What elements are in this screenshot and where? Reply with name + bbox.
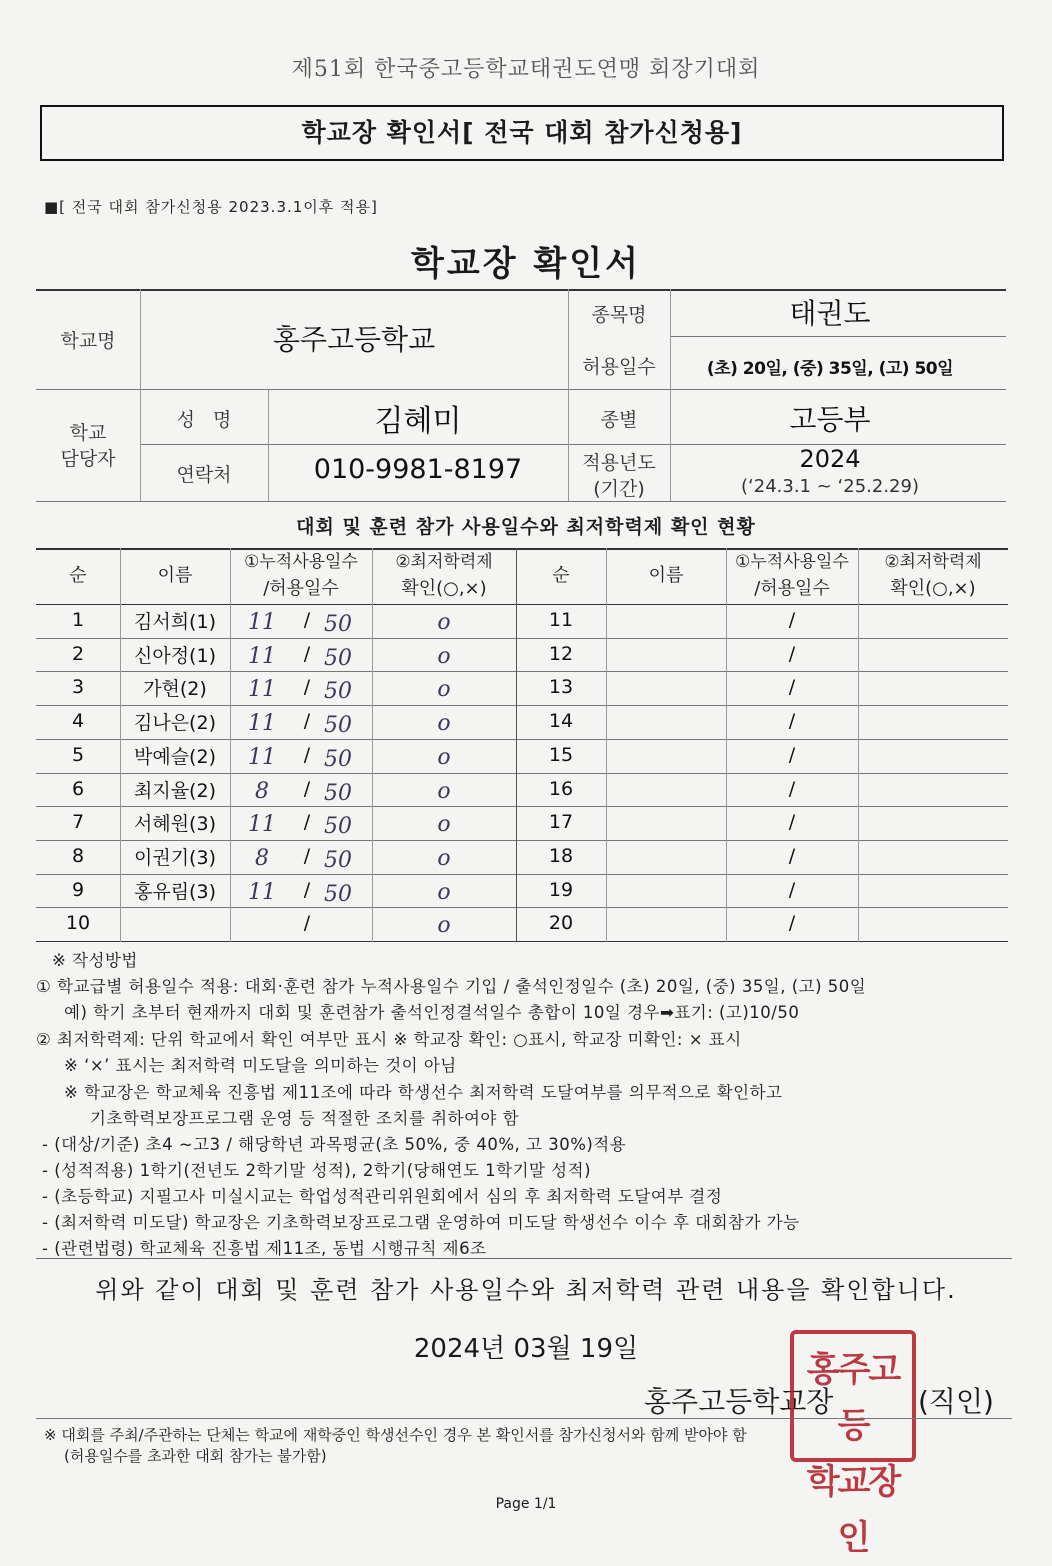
row-number-right: 20 (548, 912, 574, 935)
days-slash-right: / (788, 811, 796, 834)
period-value: (‘24.3.1 ~ ‘25.2.29) (741, 476, 919, 497)
row-number-right: 13 (548, 676, 574, 699)
student-name: 박예슬(2) (134, 745, 216, 768)
row-number: 3 (71, 676, 85, 699)
days-slash: / (303, 642, 311, 665)
row-number: 4 (71, 710, 85, 733)
detail-1: - (대상/기준) 초4 ~고3 / 해당학년 과목평균(초 50%, 중 40%, 고 30%)적용 (42, 1135, 627, 1154)
col-header-grade: ②최저학력제 (395, 552, 493, 572)
period-label: (기간) (593, 478, 645, 500)
page-number: Page 1/1 (495, 1496, 557, 1512)
days-slash: / (303, 912, 311, 935)
used-days-handwritten: 11 (248, 744, 276, 770)
year-label: 적용년도 (582, 452, 656, 474)
footer-note-line-1: ※ 대회를 주최/주관하는 단체는 학교에 재학중인 학생선수인 경우 본 확인서를 참가신청서와 함께 받아야 함 (44, 1426, 747, 1444)
row-number-right: 15 (548, 743, 574, 766)
form-title-box: 학교장 확인서[ 전국 대회 참가신청용] (40, 105, 1004, 161)
grade-check-handwritten: o (437, 643, 451, 669)
grade-check-handwritten: o (437, 744, 451, 770)
document-title: 학교장 확인서 (411, 244, 641, 284)
col-header-name: 이름 (157, 565, 193, 586)
usage-table (36, 548, 1008, 942)
grade-check-handwritten: o (437, 778, 451, 804)
manager-label: 학교 담당자 (60, 422, 116, 470)
student-name: 김나은(2) (134, 712, 216, 735)
allowed-days-label: 허용일수 (582, 356, 656, 378)
student-name: 홍유림(3) (134, 880, 216, 903)
footer-note (44, 1424, 747, 1466)
division-label: 종별 (600, 409, 638, 431)
days-slash-right: / (788, 710, 796, 733)
col-header-name-right: 이름 (648, 565, 684, 586)
detail-2: - (성적적용) 1학기(전년도 2학기말 성적), 2학기(당해연도 1학기말 성적) (42, 1161, 592, 1180)
principal-title: 홍주고등학교장 (644, 1385, 834, 1418)
seal-text-top: 홍주고등 (806, 1350, 900, 1446)
detail-5: - (관련법령) 학교체육 진흥법 제11조, 동법 시행규칙 제6조 (42, 1239, 487, 1258)
school-name-label: 학교명 (60, 330, 116, 352)
col-header-grade-2: 확인(○,×) (401, 578, 487, 599)
allowed-days-handwritten: 50 (324, 746, 352, 772)
sport-value: 태권도 (789, 297, 871, 330)
days-slash-right: / (788, 743, 796, 766)
allowed-days-handwritten: 50 (324, 679, 352, 705)
grade-check-handwritten: o (437, 677, 451, 703)
row-number: 6 (71, 777, 85, 800)
row-number-right: 11 (548, 609, 574, 631)
student-name: 가현(2) (143, 678, 207, 701)
division-value: 고등부 (789, 403, 871, 436)
row-number-right: 12 (548, 642, 574, 665)
student-name: 신아정(1) (134, 644, 216, 667)
used-days-handwritten: 11 (248, 879, 276, 905)
school-name-value: 홍주고등학교 (272, 323, 436, 356)
grade-check-handwritten: o (437, 913, 451, 939)
row-number: 7 (71, 811, 85, 834)
days-slash: / (303, 710, 311, 733)
note-2c: 기초학력보장프로그램 운영 등 적절한 조치를 취하여야 함 (90, 1109, 520, 1128)
grade-check-handwritten: o (437, 610, 451, 635)
note-2: ② 최저학력제: 단위 학교에서 확인 여부만 표시 ※ 학교장 확인: ○표시, 학교장 미확인: × 표시 (36, 1030, 742, 1049)
days-slash: / (303, 609, 311, 631)
days-slash-right: / (788, 878, 796, 901)
days-slash: / (303, 878, 311, 901)
row-number-right: 17 (548, 811, 574, 834)
seal-text-bottom: 학교장인 (806, 1462, 900, 1558)
col-header-days-right: ①누적사용일수 (735, 552, 849, 572)
row-number-right: 14 (548, 710, 574, 733)
days-slash: / (303, 777, 311, 800)
allowed-days-handwritten: 50 (324, 780, 352, 806)
person-name-label: 성 명 (176, 409, 232, 431)
used-days-handwritten: 11 (248, 812, 276, 838)
row-number: 8 (71, 844, 85, 867)
col-header-days-right-2: /허용일수 (754, 578, 830, 599)
days-slash-right: / (788, 609, 796, 631)
row-number: 1 (71, 609, 85, 631)
days-slash: / (303, 676, 311, 699)
footer-note-line-2: (허용일수를 초과한 대회 참가는 불가함) (64, 1447, 327, 1465)
person-name-value: 김혜미 (374, 404, 462, 439)
allowed-days-handwritten: 50 (324, 612, 352, 637)
col-header-grade-right-2: 확인(○,×) (890, 578, 976, 599)
used-days-handwritten: 11 (248, 711, 276, 737)
student-name: 김서희(1) (134, 611, 216, 633)
row-number: 10 (65, 912, 91, 935)
grade-check-handwritten: o (437, 812, 451, 838)
days-slash-right: / (788, 676, 796, 699)
detail-4: - (최저학력 미도달) 학교장은 기초학력보장프로그램 운영하여 미도달 학생선수 이수 후 대회참가 가능 (42, 1213, 800, 1232)
col-header-no: 순 (69, 565, 87, 586)
note-2b: ※ 학교장은 학교체육 진흥법 제11조에 따라 학생선수 최저학력 도달여부를 의무적으로 확인하고 (64, 1083, 783, 1102)
used-days-handwritten: 8 (255, 845, 269, 871)
col-header-no-right: 순 (552, 565, 570, 586)
note-1: ① 학교급별 허용일수 적용: 대회·훈련 참가 누적사용일수 기입 / 출석인정일수 (초) 20일, (중) 35일, (고) 50일 (36, 977, 867, 996)
note-2a: ※ ‘×’ 표시는 최저학력 미도달을 의미하는 것이 아님 (64, 1056, 457, 1075)
row-number: 2 (71, 642, 85, 665)
row-number-right: 16 (548, 777, 574, 800)
contact-label: 연락처 (176, 464, 232, 486)
allowed-days-value: (초) 20일, (중) 35일, (고) 50일 (706, 359, 954, 379)
row-number-right: 18 (548, 844, 574, 867)
row-number-right: 19 (548, 878, 574, 901)
event-title: 제51회 한국중고등학교태권도연맹 회장기대회 (291, 57, 761, 82)
allowed-days-handwritten: 50 (324, 713, 352, 739)
student-name: 이권기(3) (134, 846, 216, 869)
sport-label: 종목명 (591, 304, 647, 326)
student-name: 최지율(2) (134, 779, 216, 802)
col-header-grade-right: ②최저학력제 (884, 552, 982, 572)
official-seal-stamp (790, 1330, 916, 1558)
col-header-days-2: /허용일수 (263, 578, 339, 599)
note-1-example: 예) 학기 초부터 현재까지 대회 및 훈련참가 출석인정결석일수 총합이 10일 경우➡표기: (고)10/50 (64, 1003, 800, 1022)
days-slash-right: / (788, 844, 796, 867)
year-value: 2024 (799, 445, 861, 473)
notes-heading: ※ 작성방법 (52, 951, 138, 970)
confirmation-statement: 위와 같이 대회 및 훈련 참가 사용일수와 최저학력 관련 내용을 확인합니다. (95, 1276, 957, 1304)
allowed-days-handwritten: 50 (324, 881, 352, 907)
col-header-days: ①누적사용일수 (244, 552, 358, 572)
used-days-handwritten: 11 (248, 643, 276, 669)
used-days-handwritten: 11 (248, 677, 276, 703)
seal-mark: (직인) (918, 1385, 994, 1418)
allowed-days-handwritten: 50 (324, 645, 352, 671)
allowed-days-handwritten: 50 (324, 814, 352, 840)
section-title: 대회 및 훈련 참가 사용일수와 최저학력제 확인 현황 (296, 516, 756, 538)
applicability-note: ■[ 전국 대회 참가신청용 2023.3.1이후 적용] (44, 198, 378, 216)
days-slash-right: / (788, 912, 796, 935)
days-slash-right: / (788, 642, 796, 665)
grade-check-handwritten: o (437, 879, 451, 905)
contact-value: 010-9981-8197 (313, 454, 523, 485)
days-slash: / (303, 844, 311, 867)
used-days-handwritten: 11 (248, 610, 276, 635)
days-slash: / (303, 743, 311, 766)
grade-check-handwritten: o (437, 845, 451, 871)
used-days-handwritten: 8 (255, 778, 269, 804)
grade-check-handwritten: o (437, 711, 451, 737)
issue-date: 2024년 03월 19일 (413, 1334, 639, 1364)
days-slash: / (303, 811, 311, 834)
detail-3: - (초등학교) 지필고사 미실시교는 학업성적관리위원회에서 심의 후 최저학력 도달여부 결정 (42, 1187, 723, 1206)
row-number: 5 (71, 743, 85, 766)
row-number: 9 (71, 878, 85, 901)
student-name: 서혜원(3) (134, 813, 216, 836)
allowed-days-handwritten: 50 (324, 847, 352, 873)
days-slash-right: / (788, 777, 796, 800)
